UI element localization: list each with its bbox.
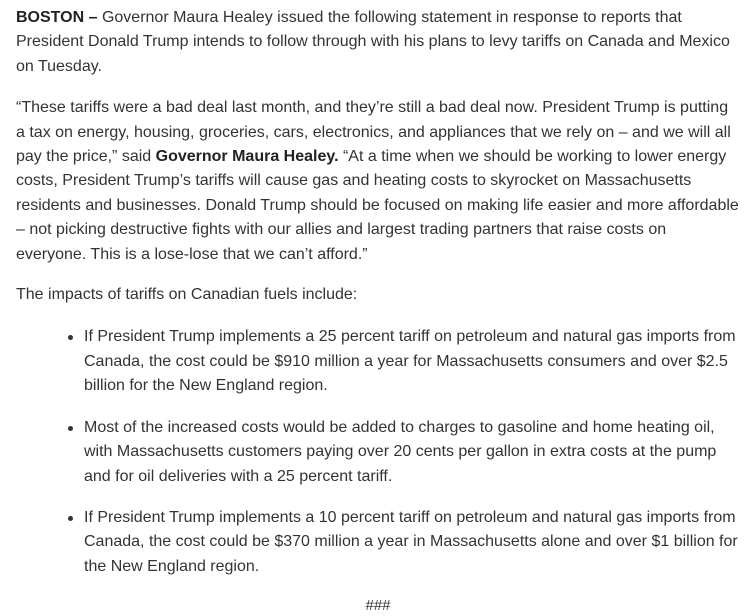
statement-part-2: “At a time when we should be working to lower energy costs, President Trump’s tariffs will cause gas and heating costs to skyrocket on Massachusetts residents and businesses. Donald Trump should be focused on making life easier and more affordable – not picking destructive fights with our allies and largest trading partners that raise costs on everyone. This is a lose-lose that we can’t afford.”	[16, 148, 739, 263]
list-item: If President Trump implements a 25 percent tariff on petroleum and natural gas imports from Canada, the cost could be $910 million a year for Massachusetts consumers and over $2.5 billion for the New England region.	[84, 325, 740, 398]
impacts-list	[16, 325, 740, 579]
closing-marker: ###	[365, 597, 391, 615]
impacts-lead: The impacts of tariffs on Canadian fuels include:	[16, 286, 358, 304]
list-item: Most of the increased costs would be added to charges to gasoline and home heating oil, with Massachusetts customers paying over 20 cents per gallon in extra costs at the pump and for oil deliveries with a 25 percent tariff.	[84, 416, 740, 489]
statement-paragraph	[16, 96, 740, 267]
statement-part-1: “These tariffs were a bad deal last month, and they’re still a bad deal now. President Trump is putting a tax on energy, housing, groceries, cars, electronics, and appliances that we rely on – and we will all pay the price,” said	[16, 99, 731, 166]
intro-paragraph	[16, 6, 740, 79]
speaker-name: Governor Maura Healey.	[155, 148, 339, 166]
dateline: BOSTON –	[16, 9, 98, 26]
intro-text: Governor Maura Healey issued the following statement in response to reports that President Donald Trump intends to follow through with his plans to levy tariffs on Canada and Mexico on Tuesday.	[16, 9, 730, 75]
list-item: If President Trump implements a 10 percent tariff on petroleum and natural gas imports from Canada, the cost could be $370 million a year in Massachusetts alone and over $1 billion for the New England region.	[84, 506, 740, 579]
